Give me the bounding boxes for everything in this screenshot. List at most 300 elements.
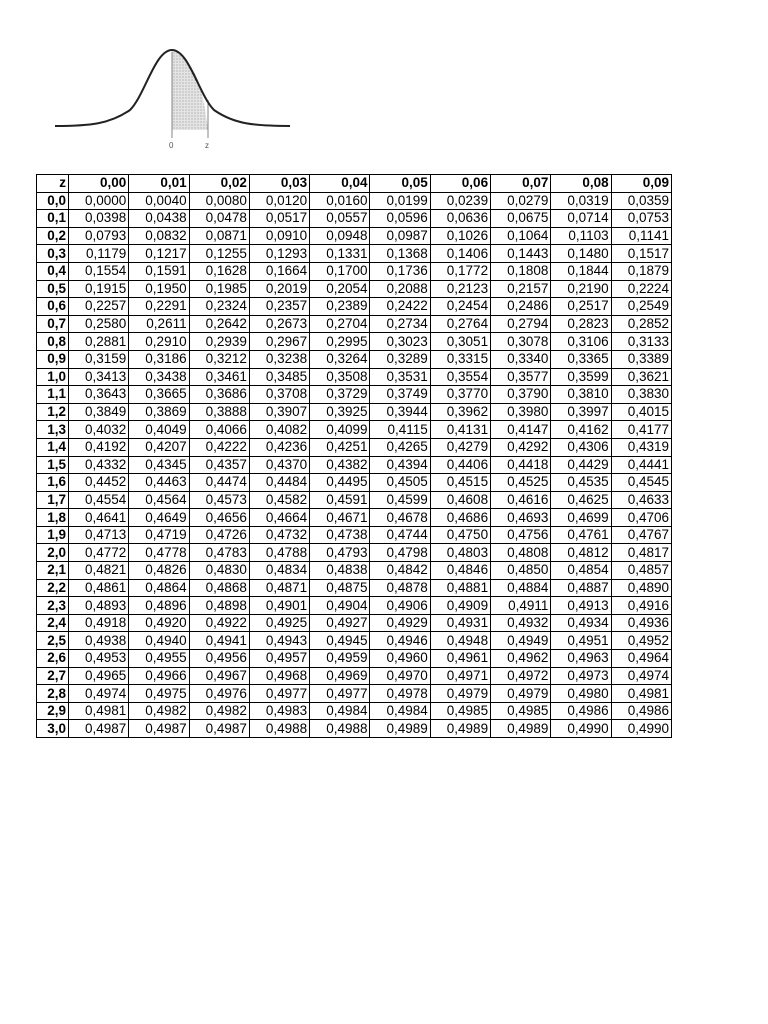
table-cell: 0,4664: [249, 509, 309, 527]
table-cell: 0,4959: [310, 650, 370, 668]
table-cell: 0,4793: [310, 544, 370, 562]
table-cell: 0,4817: [611, 544, 671, 562]
table-cell: 0,4934: [551, 614, 611, 632]
table-cell: 0,3830: [611, 386, 671, 404]
table-cell: 0,2019: [249, 280, 309, 298]
row-header: 0,5: [37, 280, 69, 298]
table-cell: 0,4236: [249, 438, 309, 456]
table-cell: 0,4525: [491, 474, 551, 492]
table-cell: 0,4979: [430, 685, 490, 703]
table-row: [37, 315, 672, 333]
table-cell: 0,1331: [310, 245, 370, 263]
column-header: 0,02: [189, 175, 249, 193]
table-row: [37, 702, 672, 720]
table-cell: 0,0948: [310, 227, 370, 245]
table-cell: 0,2852: [611, 315, 671, 333]
table-cell: 0,4656: [189, 509, 249, 527]
table-cell: 0,4726: [189, 526, 249, 544]
row-header: 0,3: [37, 245, 69, 263]
column-header: 0,01: [129, 175, 189, 193]
table-cell: 0,1103: [551, 227, 611, 245]
table-row: [37, 438, 672, 456]
table-row: [37, 544, 672, 562]
table-cell: 0,3023: [370, 333, 430, 351]
column-header: 0,07: [491, 175, 551, 193]
table-cell: 0,4969: [310, 667, 370, 685]
table-cell: 0,4750: [430, 526, 490, 544]
table-row: [37, 262, 672, 280]
table-cell: 0,4846: [430, 562, 490, 580]
table-cell: 0,4756: [491, 526, 551, 544]
table-cell: 0,0871: [189, 227, 249, 245]
table-cell: 0,4884: [491, 579, 551, 597]
table-cell: 0,4986: [611, 702, 671, 720]
table-row: [37, 562, 672, 580]
table-cell: 0,4978: [370, 685, 430, 703]
column-header: 0,05: [370, 175, 430, 193]
table-cell: 0,2823: [551, 315, 611, 333]
table-row: [37, 386, 672, 404]
table-cell: 0,4932: [491, 614, 551, 632]
row-header: 2,9: [37, 702, 69, 720]
table-cell: 0,1217: [129, 245, 189, 263]
table-cell: 0,4798: [370, 544, 430, 562]
table-cell: 0,2324: [189, 298, 249, 316]
table-cell: 0,4975: [129, 685, 189, 703]
table-cell: 0,1026: [430, 227, 490, 245]
table-cell: 0,4826: [129, 562, 189, 580]
table-cell: 0,3508: [310, 368, 370, 386]
table-cell: 0,1950: [129, 280, 189, 298]
table-row: [37, 685, 672, 703]
table-row: [37, 614, 672, 632]
table-cell: 0,3888: [189, 403, 249, 421]
table-cell: 0,4987: [69, 720, 129, 738]
table-cell: 0,4961: [430, 650, 490, 668]
table-cell: 0,3531: [370, 368, 430, 386]
table-cell: 0,4744: [370, 526, 430, 544]
table-cell: 0,4955: [129, 650, 189, 668]
table-cell: 0,3051: [430, 333, 490, 351]
row-header: 2,1: [37, 562, 69, 580]
row-header: 1,0: [37, 368, 69, 386]
table-cell: 0,4976: [189, 685, 249, 703]
table-cell: 0,4982: [129, 702, 189, 720]
z-table: [36, 174, 672, 738]
table-row: [37, 368, 672, 386]
table-cell: 0,4192: [69, 438, 129, 456]
table-cell: 0,4788: [249, 544, 309, 562]
table-cell: 0,3944: [370, 403, 430, 421]
table-cell: 0,4099: [310, 421, 370, 439]
table-cell: 0,2123: [430, 280, 490, 298]
table-cell: 0,2764: [430, 315, 490, 333]
row-header: 2,5: [37, 632, 69, 650]
table-cell: 0,4931: [430, 614, 490, 632]
table-cell: 0,4474: [189, 474, 249, 492]
label-zero: 0: [169, 141, 174, 150]
table-cell: 0,4564: [129, 491, 189, 509]
table-cell: 0,4988: [249, 720, 309, 738]
table-cell: 0,3810: [551, 386, 611, 404]
table-cell: 0,4984: [370, 702, 430, 720]
table-row: [37, 597, 672, 615]
table-row: [37, 192, 672, 210]
table-cell: 0,0438: [129, 210, 189, 228]
table-cell: 0,2642: [189, 315, 249, 333]
column-header: 0,09: [611, 175, 671, 193]
table-cell: 0,1985: [189, 280, 249, 298]
row-header: 0,7: [37, 315, 69, 333]
table-cell: 0,4345: [129, 456, 189, 474]
table-cell: 0,4970: [370, 667, 430, 685]
table-cell: 0,4049: [129, 421, 189, 439]
table-cell: 0,4732: [249, 526, 309, 544]
table-cell: 0,1879: [611, 262, 671, 280]
table-cell: 0,4177: [611, 421, 671, 439]
table-cell: 0,3264: [310, 350, 370, 368]
table-cell: 0,4964: [611, 650, 671, 668]
table-cell: 0,4032: [69, 421, 129, 439]
table-cell: 0,4706: [611, 509, 671, 527]
table-cell: 0,4370: [249, 456, 309, 474]
table-row: [37, 350, 672, 368]
table-cell: 0,4625: [551, 491, 611, 509]
table-cell: 0,4649: [129, 509, 189, 527]
table-cell: 0,2054: [310, 280, 370, 298]
table-cell: 0,4535: [551, 474, 611, 492]
table-cell: 0,4830: [189, 562, 249, 580]
row-header: 1,2: [37, 403, 69, 421]
row-header: 0,8: [37, 333, 69, 351]
table-cell: 0,0279: [491, 192, 551, 210]
table-cell: 0,4484: [249, 474, 309, 492]
table-cell: 0,4946: [370, 632, 430, 650]
table-cell: 0,1554: [69, 262, 129, 280]
table-cell: 0,4686: [430, 509, 490, 527]
table-cell: 0,3997: [551, 403, 611, 421]
table-cell: 0,4989: [370, 720, 430, 738]
table-cell: 0,4945: [310, 632, 370, 650]
table-row: [37, 227, 672, 245]
row-header: 0,9: [37, 350, 69, 368]
table-cell: 0,4441: [611, 456, 671, 474]
table-cell: 0,4693: [491, 509, 551, 527]
table-cell: 0,2486: [491, 298, 551, 316]
row-header: 0,2: [37, 227, 69, 245]
table-cell: 0,3869: [129, 403, 189, 421]
table-cell: 0,3078: [491, 333, 551, 351]
table-cell: 0,4306: [551, 438, 611, 456]
table-cell: 0,1064: [491, 227, 551, 245]
table-cell: 0,3907: [249, 403, 309, 421]
table-cell: 0,0753: [611, 210, 671, 228]
table-cell: 0,2389: [310, 298, 370, 316]
table-cell: 0,4545: [611, 474, 671, 492]
table-row: [37, 509, 672, 527]
table-cell: 0,0080: [189, 192, 249, 210]
table-cell: 0,0319: [551, 192, 611, 210]
table-cell: 0,4357: [189, 456, 249, 474]
table-cell: 0,4965: [69, 667, 129, 685]
table-row: [37, 245, 672, 263]
table-row: [37, 456, 672, 474]
table-cell: 0,1368: [370, 245, 430, 263]
table-cell: 0,4573: [189, 491, 249, 509]
table-row: [37, 650, 672, 668]
table-cell: 0,0478: [189, 210, 249, 228]
table-cell: 0,0239: [430, 192, 490, 210]
table-cell: 0,1293: [249, 245, 309, 263]
table-cell: 0,2734: [370, 315, 430, 333]
column-header: 0,06: [430, 175, 490, 193]
table-cell: 0,4943: [249, 632, 309, 650]
table-cell: 0,4131: [430, 421, 490, 439]
table-cell: 0,4988: [310, 720, 370, 738]
row-header: 1,8: [37, 509, 69, 527]
table-cell: 0,3849: [69, 403, 129, 421]
table-cell: 0,4147: [491, 421, 551, 439]
table-cell: 0,4854: [551, 562, 611, 580]
table-cell: 0,4641: [69, 509, 129, 527]
table-cell: 0,4957: [249, 650, 309, 668]
header-row: [37, 175, 672, 193]
table-body: [37, 192, 672, 737]
table-cell: 0,4909: [430, 597, 490, 615]
table-cell: 0,4821: [69, 562, 129, 580]
row-header: 1,3: [37, 421, 69, 439]
table-cell: 0,4713: [69, 526, 129, 544]
row-header: 2,2: [37, 579, 69, 597]
table-cell: 0,4922: [189, 614, 249, 632]
table-cell: 0,4989: [491, 720, 551, 738]
table-cell: 0,4916: [611, 597, 671, 615]
table-cell: 0,1844: [551, 262, 611, 280]
table-row: [37, 210, 672, 228]
table-cell: 0,4952: [611, 632, 671, 650]
table-cell: 0,0910: [249, 227, 309, 245]
table-cell: 0,3340: [491, 350, 551, 368]
row-header: 2,7: [37, 667, 69, 685]
table-cell: 0,4783: [189, 544, 249, 562]
table-cell: 0,3106: [551, 333, 611, 351]
table-cell: 0,4977: [310, 685, 370, 703]
row-header: 3,0: [37, 720, 69, 738]
column-header: 0,08: [551, 175, 611, 193]
row-header: 1,7: [37, 491, 69, 509]
table-cell: 0,4599: [370, 491, 430, 509]
table-cell: 0,4082: [249, 421, 309, 439]
table-cell: 0,0000: [69, 192, 129, 210]
table-cell: 0,3289: [370, 350, 430, 368]
table-cell: 0,4803: [430, 544, 490, 562]
row-header: 2,6: [37, 650, 69, 668]
table-cell: 0,2611: [129, 315, 189, 333]
table-cell: 0,4394: [370, 456, 430, 474]
table-cell: 0,4960: [370, 650, 430, 668]
row-header: 1,6: [37, 474, 69, 492]
table-cell: 0,1255: [189, 245, 249, 263]
table-cell: 0,3485: [249, 368, 309, 386]
table-row: [37, 720, 672, 738]
table-cell: 0,0040: [129, 192, 189, 210]
table-cell: 0,0675: [491, 210, 551, 228]
table-cell: 0,3389: [611, 350, 671, 368]
table-cell: 0,2088: [370, 280, 430, 298]
table-cell: 0,2939: [189, 333, 249, 351]
table-cell: 0,4678: [370, 509, 430, 527]
table-row: [37, 421, 672, 439]
column-header: 0,04: [310, 175, 370, 193]
table-cell: 0,3621: [611, 368, 671, 386]
table-cell: 0,4582: [249, 491, 309, 509]
table-cell: 0,4929: [370, 614, 430, 632]
row-header: 0,1: [37, 210, 69, 228]
table-cell: 0,3186: [129, 350, 189, 368]
column-header: 0,00: [69, 175, 129, 193]
table-cell: 0,4968: [249, 667, 309, 685]
table-cell: 0,4953: [69, 650, 129, 668]
table-cell: 0,4977: [249, 685, 309, 703]
table-cell: 0,4984: [310, 702, 370, 720]
table-cell: 0,4207: [129, 438, 189, 456]
table-cell: 0,4990: [611, 720, 671, 738]
row-header: 0,4: [37, 262, 69, 280]
table-cell: 0,4949: [491, 632, 551, 650]
table-cell: 0,4505: [370, 474, 430, 492]
table-cell: 0,4918: [69, 614, 129, 632]
table-cell: 0,4972: [491, 667, 551, 685]
table-cell: 0,2190: [551, 280, 611, 298]
table-cell: 0,0714: [551, 210, 611, 228]
table-cell: 0,4981: [69, 702, 129, 720]
table-cell: 0,3438: [129, 368, 189, 386]
table-cell: 0,1808: [491, 262, 551, 280]
table-cell: 0,4382: [310, 456, 370, 474]
table-cell: 0,4890: [611, 579, 671, 597]
table-cell: 0,4842: [370, 562, 430, 580]
table-cell: 0,4738: [310, 526, 370, 544]
table-cell: 0,4319: [611, 438, 671, 456]
table-cell: 0,3212: [189, 350, 249, 368]
table-cell: 0,4963: [551, 650, 611, 668]
table-cell: 0,4940: [129, 632, 189, 650]
table-cell: 0,3413: [69, 368, 129, 386]
table-cell: 0,4699: [551, 509, 611, 527]
table-cell: 0,2422: [370, 298, 430, 316]
table-cell: 0,3315: [430, 350, 490, 368]
table-cell: 0,1664: [249, 262, 309, 280]
table-cell: 0,2910: [129, 333, 189, 351]
table-cell: 0,4920: [129, 614, 189, 632]
table-cell: 0,3665: [129, 386, 189, 404]
table-cell: 0,2224: [611, 280, 671, 298]
table-cell: 0,3708: [249, 386, 309, 404]
table-cell: 0,4901: [249, 597, 309, 615]
table-cell: 0,4608: [430, 491, 490, 509]
table-cell: 0,4162: [551, 421, 611, 439]
table-cell: 0,3159: [69, 350, 129, 368]
table-cell: 0,4987: [189, 720, 249, 738]
table-cell: 0,0199: [370, 192, 430, 210]
table-cell: 0,3554: [430, 368, 490, 386]
table-cell: 0,1517: [611, 245, 671, 263]
table-cell: 0,4868: [189, 579, 249, 597]
table-cell: 0,4893: [69, 597, 129, 615]
table-cell: 0,4875: [310, 579, 370, 597]
table-cell: 0,1700: [310, 262, 370, 280]
table-cell: 0,4115: [370, 421, 430, 439]
table-cell: 0,4671: [310, 509, 370, 527]
table-cell: 0,0596: [370, 210, 430, 228]
table-cell: 0,4985: [491, 702, 551, 720]
table-row: [37, 280, 672, 298]
table-cell: 0,4812: [551, 544, 611, 562]
table-cell: 0,0517: [249, 210, 309, 228]
table-cell: 0,4808: [491, 544, 551, 562]
table-cell: 0,4515: [430, 474, 490, 492]
table-cell: 0,4967: [189, 667, 249, 685]
table-row: [37, 667, 672, 685]
table-cell: 0,4767: [611, 526, 671, 544]
table-cell: 0,0636: [430, 210, 490, 228]
table-cell: 0,4778: [129, 544, 189, 562]
table-cell: 0,4990: [551, 720, 611, 738]
table-cell: 0,1480: [551, 245, 611, 263]
table-cell: 0,4418: [491, 456, 551, 474]
table-cell: 0,4881: [430, 579, 490, 597]
row-header: 0,6: [37, 298, 69, 316]
row-header: 2,0: [37, 544, 69, 562]
row-header: 1,5: [37, 456, 69, 474]
table-cell: 0,4332: [69, 456, 129, 474]
table-cell: 0,4279: [430, 438, 490, 456]
table-cell: 0,2881: [69, 333, 129, 351]
table-cell: 0,2357: [249, 298, 309, 316]
table-cell: 0,3980: [491, 403, 551, 421]
table-cell: 0,4941: [189, 632, 249, 650]
table-cell: 0,4554: [69, 491, 129, 509]
table-cell: 0,4971: [430, 667, 490, 685]
table-cell: 0,4452: [69, 474, 129, 492]
table-cell: 0,4896: [129, 597, 189, 615]
table-cell: 0,4985: [430, 702, 490, 720]
table-cell: 0,0120: [249, 192, 309, 210]
table-row: [37, 579, 672, 597]
table-cell: 0,4966: [129, 667, 189, 685]
table-cell: 0,4913: [551, 597, 611, 615]
table-cell: 0,4956: [189, 650, 249, 668]
table-cell: 0,4948: [430, 632, 490, 650]
column-header: 0,03: [249, 175, 309, 193]
table-cell: 0,4616: [491, 491, 551, 509]
table-cell: 0,2549: [611, 298, 671, 316]
table-cell: 0,1406: [430, 245, 490, 263]
table-cell: 0,4927: [310, 614, 370, 632]
table-cell: 0,2157: [491, 280, 551, 298]
table-cell: 0,4986: [551, 702, 611, 720]
row-header: 1,4: [37, 438, 69, 456]
table-row: [37, 298, 672, 316]
table-cell: 0,3577: [491, 368, 551, 386]
table-cell: 0,4974: [611, 667, 671, 685]
table-cell: 0,4633: [611, 491, 671, 509]
table-cell: 0,4265: [370, 438, 430, 456]
table-cell: 0,1736: [370, 262, 430, 280]
table-cell: 0,2454: [430, 298, 490, 316]
table-cell: 0,4951: [551, 632, 611, 650]
table-cell: 0,3686: [189, 386, 249, 404]
